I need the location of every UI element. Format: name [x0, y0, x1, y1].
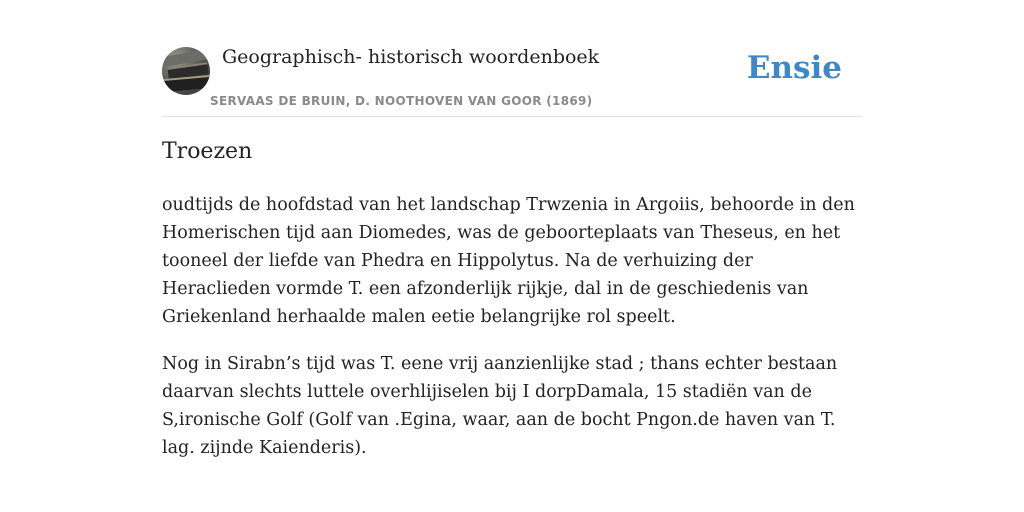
book-header [162, 40, 862, 117]
entry-title: Troezen [162, 139, 253, 164]
book-title-link[interactable]: Geographisch- historisch woordenboek [222, 46, 600, 68]
book-authors: SERVAAS DE BRUIN, D. NOOTHOVEN VAN GOOR (1869) [210, 94, 593, 108]
entry-paragraph: Nog in Sirabn’s tijd was T. eene vrij aanzienlijke stad ; thans echter bestaan daarvan slechts luttele overhlijiselen bij I dorpDamala, 15 stadiën van de S,ironische Golf (Golf van .Egina, waar, aan de bocht Pngon.de haven van T. lag. zijnde Kaienderis). [162, 354, 838, 458]
book-spine-icon [164, 75, 210, 92]
entry-paragraph: oudtijds de hoofdstad van het landschap Trwzenia in Argoiis, behoorde in den Homerischen tijd aan Diomedes, was de geboorteplaats van Theseus, en het tooneel der liefde van Phedra en Hippolytus. Na de verhuizing der Heraclieden vormde T. een afzonderlijk rijkje, dal in de geschiedenis van Griekenland herhaalde malen eetie belangrijke rol speelt. [162, 195, 855, 327]
book-cover-avatar[interactable] [162, 47, 210, 95]
entry-body [162, 191, 862, 481]
brand-logo-link[interactable]: Ensie [746, 50, 842, 86]
